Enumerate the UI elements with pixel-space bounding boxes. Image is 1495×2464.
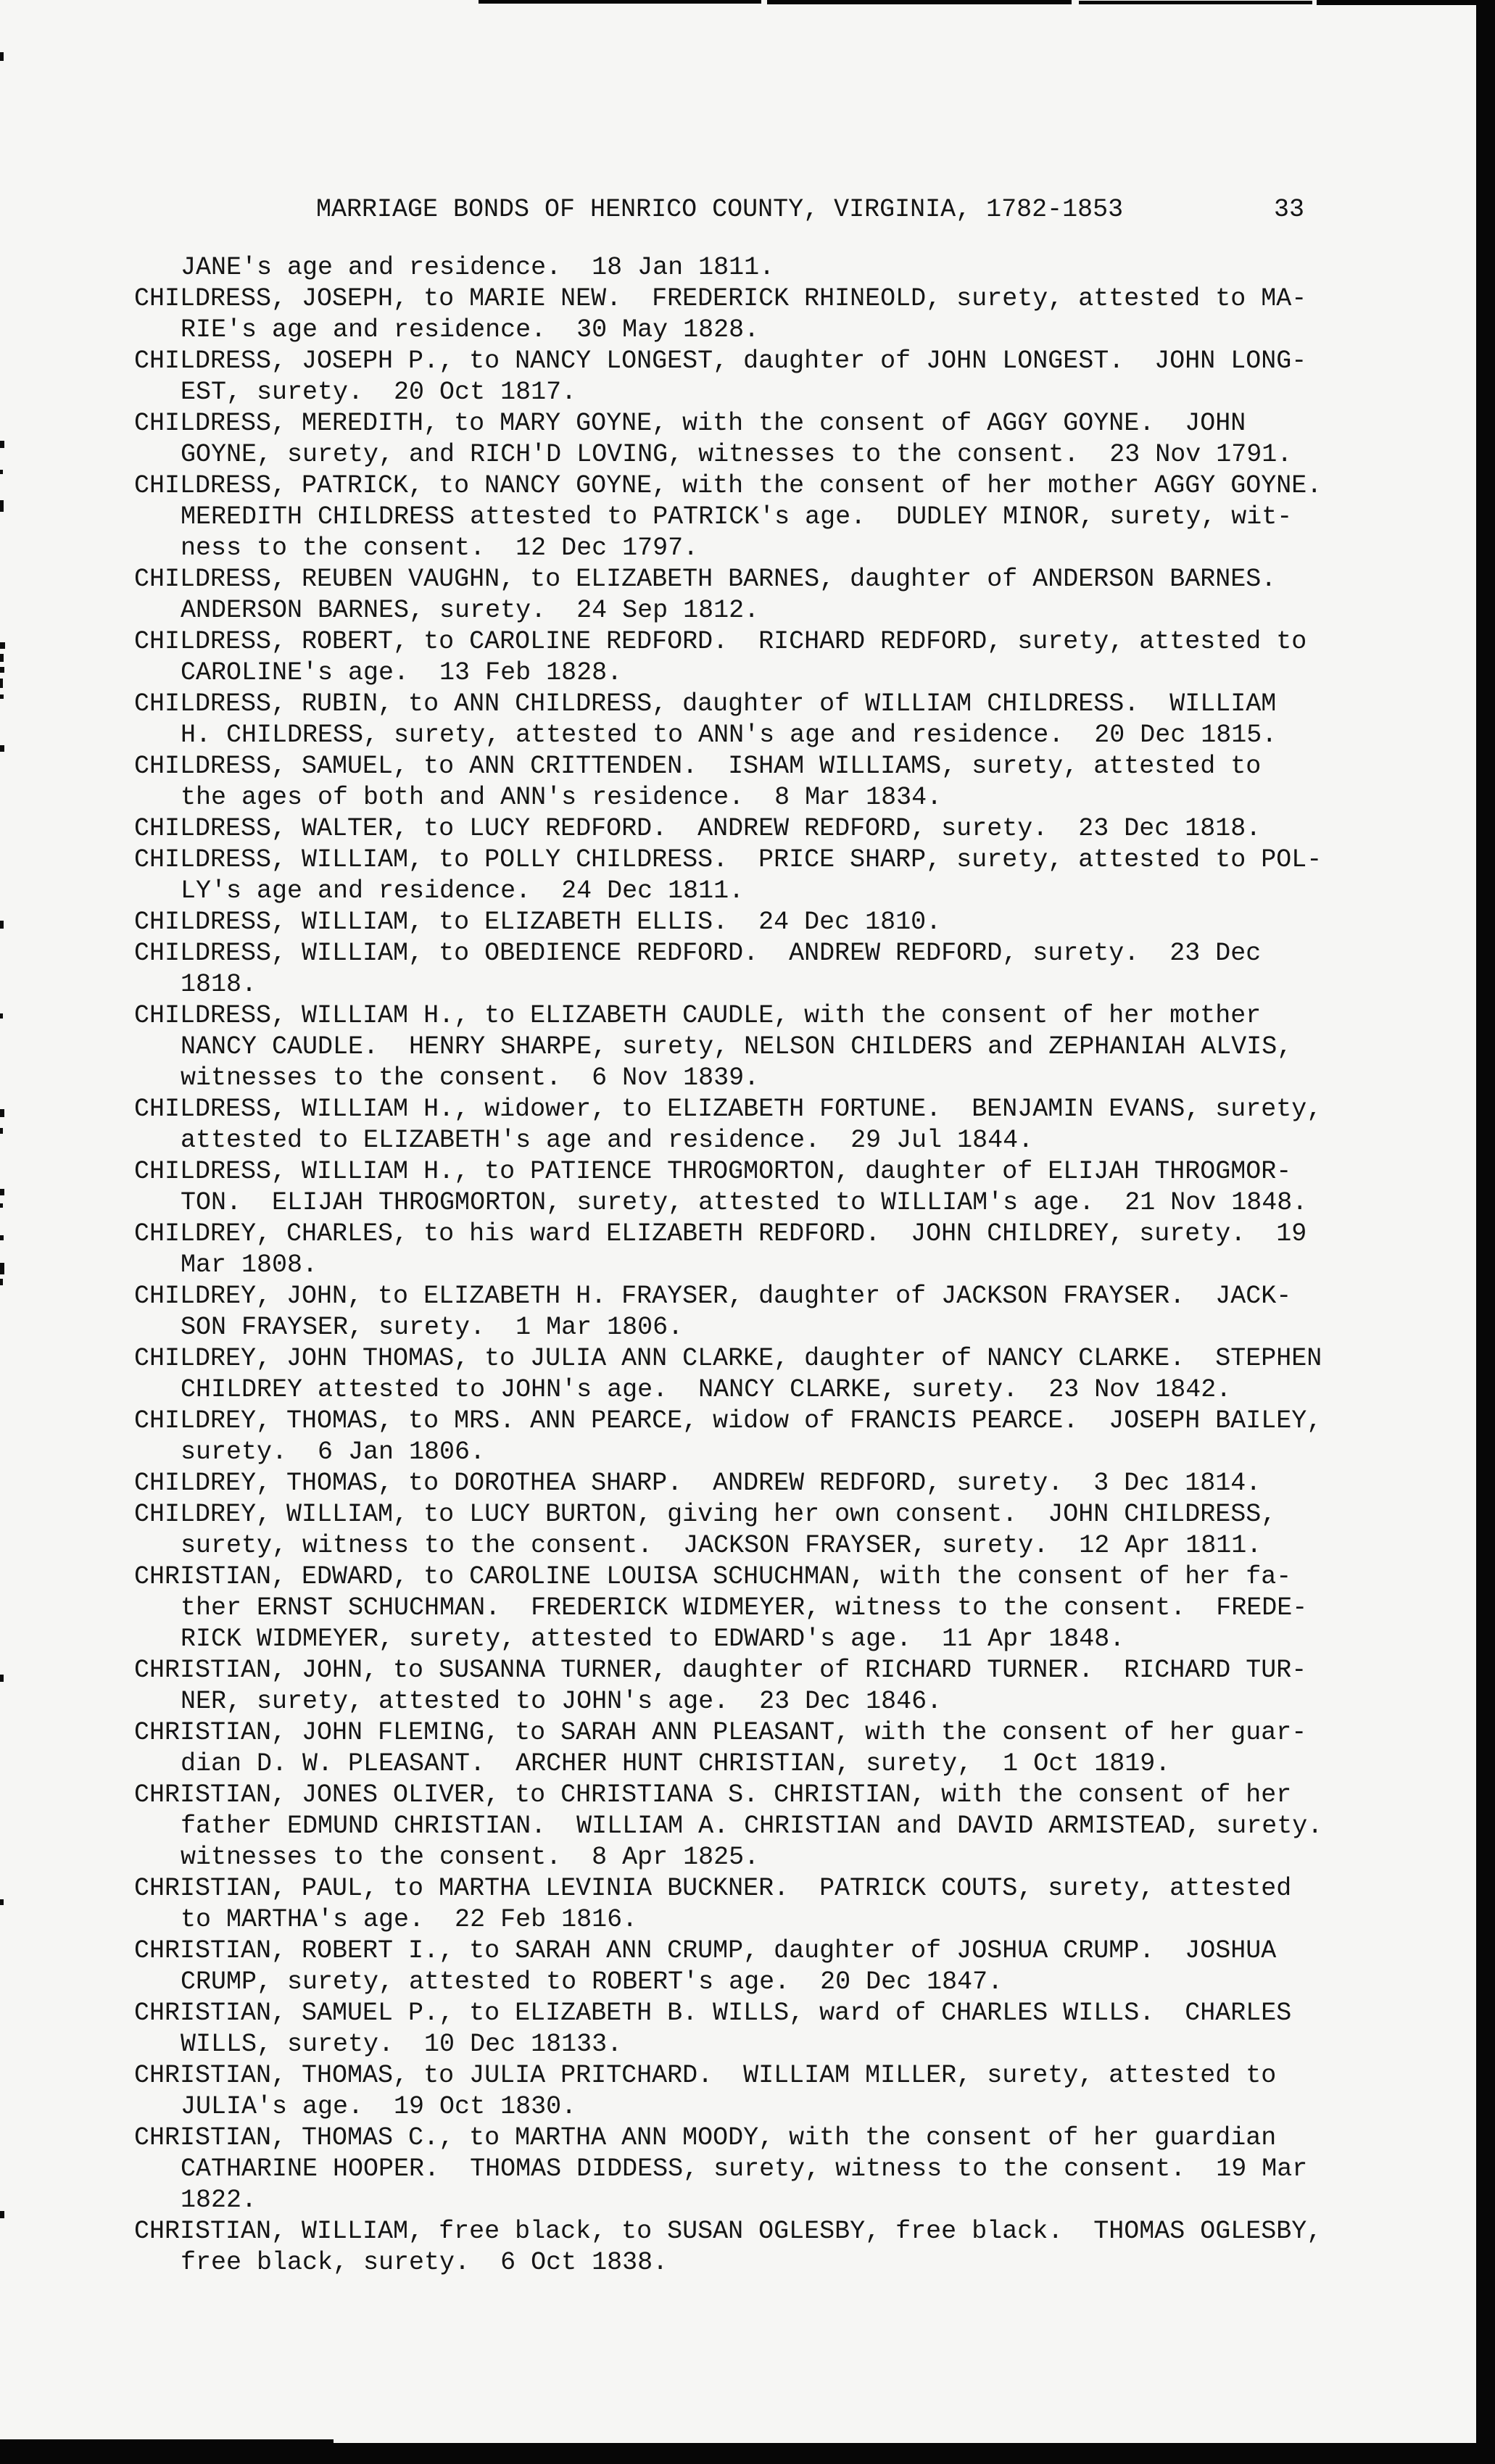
record-line: TON. ELIJAH THROGMORTON, surety, attested to WILLIAM's age. 21 Nov 1848. <box>181 1188 1308 1217</box>
scan-speck <box>0 679 3 688</box>
scan-speck <box>0 1899 4 1905</box>
record-line: witnesses to the consent. 6 Nov 1839. <box>181 1063 760 1092</box>
record-line: CHILDRESS, JOSEPH P., to NANCY LONGEST, daughter of JOHN LONGEST. JOHN LONG- <box>134 347 1307 376</box>
record-line: CHRISTIAN, JOHN, to SUSANNA TURNER, daughter of RICHARD TURNER. RICHARD TUR- <box>134 1656 1307 1685</box>
scan-speck <box>0 470 3 474</box>
scan-speck <box>0 1109 4 1117</box>
record-line: RIE's age and residence. 30 May 1828. <box>181 315 760 344</box>
record-line: GOYNE, surety, and RICH'D LOVING, witnesses to the consent. 23 Nov 1791. <box>181 440 1293 469</box>
record-line: CHRISTIAN, WILLIAM, free black, to SUSAN OGLESBY, free black. THOMAS OGLESBY, <box>134 2217 1322 2246</box>
record-line: CHILDRESS, MEREDITH, to MARY GOYNE, with the consent of AGGY GOYNE. JOHN <box>134 409 1246 438</box>
scan-speck <box>0 441 4 448</box>
record-line: ness to the consent. 12 Dec 1797. <box>181 534 699 563</box>
record-line: CHILDRESS, SAMUEL, to ANN CRITTENDEN. ISHAM WILLIAMS, surety, attested to <box>134 752 1262 781</box>
record-line: CHILDRESS, WILLIAM H., widower, to ELIZABETH FORTUNE. BENJAMIN EVANS, surety, <box>134 1095 1322 1124</box>
record-line: CHILDRESS, WILLIAM H., to ELIZABETH CAUDLE, with the consent of her mother <box>134 1001 1262 1030</box>
record-line: CHILDREY, JOHN THOMAS, to JULIA ANN CLARKE, daughter of NANCY CLARKE. STEPHEN <box>134 1344 1322 1373</box>
record-line: MEREDITH CHILDRESS attested to PATRICK's age. DUDLEY MINOR, surety, wit- <box>181 502 1293 531</box>
scan-speck <box>0 1189 4 1195</box>
record-line: CHILDREY, JOHN, to ELIZABETH H. FRAYSER, daughter of JACKSON FRAYSER. JACK- <box>134 1282 1292 1311</box>
record-line: CHRISTIAN, SAMUEL P., to ELIZABETH B. WILLS, ward of CHARLES WILLS. CHARLES <box>134 1999 1292 2028</box>
record-line: CHILDRESS, RUBIN, to ANN CHILDRESS, daughter of WILLIAM CHILDRESS. WILLIAM <box>134 689 1277 718</box>
scan-speck <box>0 1279 3 1285</box>
scan-speck <box>0 745 4 752</box>
scan-speck <box>0 1128 3 1134</box>
scan-edge-top <box>1317 0 1495 5</box>
scan-edge-bottom <box>0 2443 1495 2464</box>
page-header-title: MARRIAGE BONDS OF HENRICO COUNTY, VIRGINIA, 1782-1853 <box>316 195 1124 224</box>
record-line: JANE's age and residence. 18 Jan 1811. <box>181 253 775 282</box>
record-line: CHILDREY, THOMAS, to MRS. ANN PEARCE, widow of FRANCIS PEARCE. JOSEPH BAILEY, <box>134 1406 1322 1435</box>
record-line: ANDERSON BARNES, surety. 24 Sep 1812. <box>181 596 760 625</box>
record-line: CHRISTIAN, JOHN FLEMING, to SARAH ANN PLEASANT, with the consent of her guar- <box>134 1718 1307 1747</box>
record-line: Mar 1808. <box>181 1250 318 1279</box>
record-line: CATHARINE HOOPER. THOMAS DIDDESS, surety, witness to the consent. 19 Mar <box>181 2154 1308 2183</box>
record-line: NER, surety, attested to JOHN's age. 23 Dec 1846. <box>181 1687 943 1716</box>
record-line: RICK WIDMEYER, surety, attested to EDWARD's age. 11 Apr 1848. <box>181 1625 1125 1654</box>
record-line: EST, surety. 20 Oct 1817. <box>181 378 577 407</box>
record-line: witnesses to the consent. 8 Apr 1825. <box>181 1843 760 1872</box>
record-line: CHILDRESS, WILLIAM, to POLLY CHILDRESS. PRICE SHARP, surety, attested to POL- <box>134 845 1322 874</box>
page-number: 33 <box>1274 195 1305 224</box>
record-line: CHILDREY attested to JOHN's age. NANCY CLARKE, surety. 23 Nov 1842. <box>181 1375 1232 1404</box>
record-line: CHILDREY, THOMAS, to DOROTHEA SHARP. ANDREW REDFORD, surety. 3 Dec 1814. <box>134 1469 1262 1498</box>
record-line: CHRISTIAN, JONES OLIVER, to CHRISTIANA S. CHRISTIAN, with the consent of her <box>134 1780 1292 1809</box>
record-line: CHRISTIAN, ROBERT I., to SARAH ANN CRUMP, daughter of JOSHUA CRUMP. JOSHUA <box>134 1936 1277 1965</box>
scan-speck <box>0 1675 4 1682</box>
scan-speck <box>0 694 4 699</box>
record-line: CHILDRESS, PATRICK, to NANCY GOYNE, with the consent of her mother AGGY GOYNE. <box>134 471 1322 500</box>
record-line: CHILDRESS, JOSEPH, to MARIE NEW. FREDERICK RHINEOLD, surety, attested to MA- <box>134 284 1307 313</box>
scan-speck <box>0 52 4 61</box>
record-line: to MARTHA's age. 22 Feb 1816. <box>181 1905 638 1934</box>
record-line: CHILDREY, CHARLES, to his ward ELIZABETH REDFORD. JOHN CHILDREY, surety. 19 <box>134 1219 1307 1248</box>
record-line: CHILDRESS, REUBEN VAUGHN, to ELIZABETH BARNES, daughter of ANDERSON BARNES. <box>134 565 1277 594</box>
record-line: CHRISTIAN, THOMAS, to JULIA PRITCHARD. WILLIAM MILLER, surety, attested to <box>134 2061 1277 2090</box>
record-line: 1822. <box>181 2186 257 2215</box>
scan-speck <box>0 2211 4 2218</box>
record-line: CHRISTIAN, EDWARD, to CAROLINE LOUISA SCHUCHMAN, with the consent of her fa- <box>134 1562 1292 1591</box>
scan-edge-top <box>1079 1 1312 4</box>
scan-speck <box>0 921 4 929</box>
record-line: WILLS, surety. 10 Dec 18133. <box>181 2030 623 2059</box>
record-line: CHRISTIAN, PAUL, to MARTHA LEVINIA BUCKNER. PATRICK COUTS, surety, attested <box>134 1874 1292 1903</box>
scan-speck <box>0 1235 4 1240</box>
scan-speck <box>0 654 4 662</box>
record-line: CHRISTIAN, THOMAS C., to MARTHA ANN MOODY, with the consent of her guardian <box>134 2123 1277 2152</box>
scan-edge-bottom <box>0 2439 334 2445</box>
record-line: surety. 6 Jan 1806. <box>181 1438 486 1467</box>
record-line: the ages of both and ANN's residence. 8 Mar 1834. <box>181 783 943 812</box>
record-line: SON FRAYSER, surety. 1 Mar 1806. <box>181 1313 684 1342</box>
record-line: attested to ELIZABETH's age and residence. 29 Jul 1844. <box>181 1126 1034 1155</box>
record-line: CHILDREY, WILLIAM, to LUCY BURTON, giving her own consent. JOHN CHILDRESS, <box>134 1500 1277 1529</box>
scan-edge-top <box>767 0 1072 4</box>
record-line: CRUMP, surety, attested to ROBERT's age. 20 Dec 1847. <box>181 1967 1003 1996</box>
scan-speck <box>0 500 4 512</box>
record-line: CAROLINE's age. 13 Feb 1828. <box>181 658 623 687</box>
text-body <box>134 252 1381 2278</box>
record-line: CHILDRESS, WALTER, to LUCY REDFORD. ANDREW REDFORD, surety. 23 Dec 1818. <box>134 814 1262 843</box>
record-line: free black, surety. 6 Oct 1838. <box>181 2248 668 2277</box>
record-line: dian D. W. PLEASANT. ARCHER HUNT CHRISTIAN, surety, 1 Oct 1819. <box>181 1749 1171 1778</box>
scan-edge-right <box>1476 0 1495 2464</box>
scan-speck <box>0 642 5 649</box>
scan-speck <box>0 1263 4 1274</box>
scan-speck <box>0 667 4 673</box>
record-line: CHILDRESS, ROBERT, to CAROLINE REDFORD. RICHARD REDFORD, surety, attested to <box>134 627 1307 656</box>
record-line: NANCY CAUDLE. HENRY SHARPE, surety, NELSON CHILDERS and ZEPHANIAH ALVIS, <box>181 1032 1293 1061</box>
record-line: CHILDRESS, WILLIAM H., to PATIENCE THROGMORTON, daughter of ELIJAH THROGMOR- <box>134 1157 1292 1186</box>
record-line: CHILDRESS, WILLIAM, to ELIZABETH ELLIS. 24 Dec 1810. <box>134 908 942 937</box>
record-line: LY's age and residence. 24 Dec 1811. <box>181 876 745 905</box>
record-line: H. CHILDRESS, surety, attested to ANN's age and residence. 20 Dec 1815. <box>181 721 1277 750</box>
record-line: CHILDRESS, WILLIAM, to OBEDIENCE REDFORD. ANDREW REDFORD, surety. 23 Dec <box>134 939 1262 968</box>
record-line: surety, witness to the consent. JACKSON FRAYSER, surety. 12 Apr 1811. <box>181 1531 1262 1560</box>
record-line: JULIA's age. 19 Oct 1830. <box>181 2092 577 2121</box>
record-line: father EDMUND CHRISTIAN. WILLIAM A. CHRISTIAN and DAVID ARMISTEAD, surety. <box>181 1812 1323 1841</box>
record-line: 1818. <box>181 970 257 999</box>
scan-speck <box>0 1013 3 1019</box>
scan-edge-top <box>479 0 761 4</box>
scan-speck <box>0 1203 3 1208</box>
record-line: ther ERNST SCHUCHMAN. FREDERICK WIDMEYER, witness to the consent. FREDE- <box>181 1593 1308 1622</box>
